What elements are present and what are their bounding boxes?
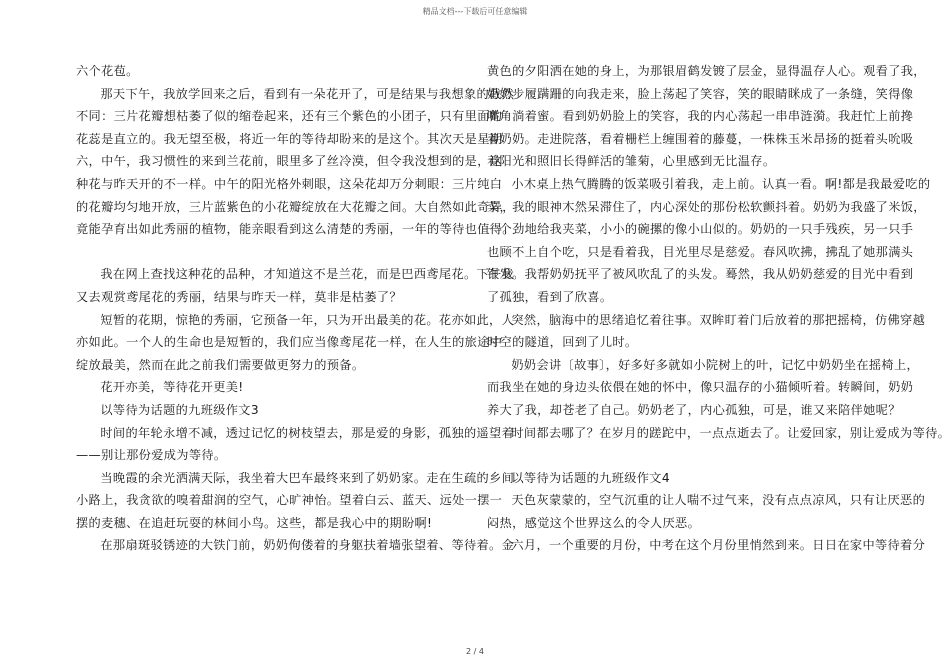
text-line: 小路上，我贪欲的嗅着甜润的空气，心旷神怡。望着白云、蓝天、远处一摆一 xyxy=(76,493,503,508)
text-line: 而我坐在她的身边头依偎在她的怀中，像只温存的小猫倾听着。转瞬间，奶奶 xyxy=(487,380,914,395)
text-line: 以等待为话题的九班级作文4 xyxy=(511,470,670,485)
text-line: 奶奶会讲〔故事〕，好多好多就如小院树上的叶，记忆中奶奶坐在摇椅上， xyxy=(511,357,920,372)
text-line: 种花与昨天开的不一样。中午的阳光格外刺眼，这朵花却万分刺眼：三片纯白 xyxy=(76,176,503,191)
text-line: 摆的麦穗、在追赶玩耍的林间小鸟。这些，都是我心中的期盼啊! xyxy=(76,515,433,530)
text-line: 了孤独，看到了欣喜。 xyxy=(487,289,613,304)
text-line: 时间都去哪了？在岁月的蹉跎中，一点点逝去了。让爱回家，别让爱成为等待。 xyxy=(511,425,950,440)
text-line: 在那扇斑驳锈迹的大铁门前，奶奶佝偻着的身躯扶着墙张望着、等待着。金 xyxy=(100,538,515,553)
text-line: 那天下午，我放学回来之后，看到有一朵花开了，可是结果与我想象的截然 xyxy=(100,86,515,101)
text-line: 时间的年轮永增不减，透过记忆的树枝望去，那是爱的身影，孤独的遥望着 xyxy=(100,425,515,440)
text-line: 银发。我帮奶奶抚平了被风吹乱了的头发。蓦然，我从奶奶慈爱的目光中看到 xyxy=(487,267,914,282)
text-line: 奶奶步履蹒跚的向我走来，脸上荡起了笑容，笑的眼睛眯成了一条缝，笑得像 xyxy=(487,86,914,101)
text-line: 小木桌上热气腾腾的饭菜吸引着我，走上前。认真一看。啊!都是我最爱吃的 xyxy=(511,176,931,191)
text-line: 突然，脑海中的思绪追忆着往事。双眸盯着门后放着的那把摇椅，仿佛穿越 xyxy=(511,312,926,327)
page-header: 精品文档---下载后可任意编辑 xyxy=(422,7,528,16)
text-line: 当晚霞的余光洒满天际，我坐着大巴车最终来到了奶奶家。走在生疏的乡间 xyxy=(100,470,515,485)
text-line: 一个劲地给我夹菜，小小的碗摞的像小山似的。奶奶的一只手残疾，另一只手 xyxy=(487,222,914,237)
text-line: 也顾不上自个吃，只是看着我，目光里尽是慈爱。春风吹拂，拂乱了她那满头 xyxy=(487,244,914,259)
right-text-column xyxy=(487,60,950,557)
text-line: 养大了我，却苍老了自己。奶奶老了，内心孤独，可是，谁又来陪伴她呢？ xyxy=(487,402,901,417)
text-line: 菜，我的眼神木然呆滞住了，内心深处的那份松软颤抖着。奶奶为我盛了米饭， xyxy=(487,199,926,214)
text-line: 六，中午，我习惯性的来到兰花前，眼里多了丝冷漠，但令我没想到的是，这 xyxy=(76,154,503,169)
text-line: 黄色的夕阳洒在她的身上，为那银眉鹤发镀了层金，显得温存人心。观看了我， xyxy=(487,64,926,78)
text-line: 以等待为话题的九班级作文3 xyxy=(100,402,259,417)
text-line: 短暂的花期，惊艳的秀丽，它预备一年，只为开出最美的花。花亦如此，人 xyxy=(100,312,515,327)
text-line: 闷热，感觉这个世界这么的令人厌恶。 xyxy=(487,515,701,530)
text-line: 花开亦美，等待花开更美! xyxy=(100,380,244,395)
text-line: ——别让那份爱成为等待。 xyxy=(76,448,227,463)
text-line: 嘴角淌着蜜。看到奶奶脸上的笑容，我的内心荡起一串串涟漪。我赶忙上前搀 xyxy=(487,109,914,124)
text-line: 的花瓣均匀地开放，三片蓝紫色的小花瓣绽放在大花瓣之间。大自然如此奇异， xyxy=(76,199,515,214)
page-number: 2 / 4 xyxy=(466,647,484,656)
text-line: 天色灰蒙蒙的，空气沉重的让人喘不过气来，没有点点凉风，只有让厌恶的 xyxy=(511,493,926,508)
text-line: 六月，一个重要的月份，中考在这个月份里悄然到来。日日在家中等待着分 xyxy=(511,538,926,553)
text-line: 我在网上查找这种花的品种，才知道这不是兰花，而是巴西鸢尾花。下午我 xyxy=(100,267,515,282)
text-line: 绽放最美，然而在此之前我们需要做更努力的预备。 xyxy=(76,357,365,372)
left-text-column xyxy=(76,60,515,557)
text-line: 时空的隧道，回到了儿时。 xyxy=(487,335,638,350)
text-line: 着阳光和照旧长得鲜活的雏菊，心里感到无比温存。 xyxy=(487,154,776,169)
paragraph-gap xyxy=(487,444,873,467)
text-line: 亦如此。一个人的生命也是短暂的，我们应当像鸢尾花一样，在人生的旅途中 xyxy=(76,335,503,350)
text-line: 竟能孕育出如此秀丽的植物，能亲眼看到这么清楚的秀丽，一年的等待也值得。 xyxy=(76,222,515,237)
text-line: 又去观赏鸢尾花的秀丽，结果与昨天一样，莫非是枯萎了？ xyxy=(76,289,402,304)
text-line: 不同：三片花瓣想枯萎了似的缩卷起来，还有三个紫色的小团子，只有里面的 xyxy=(76,109,503,124)
text-line: 着奶奶。走进院落，看着栅栏上缠围着的藤蔓，一株株玉米昂扬的挺着头吮吸 xyxy=(487,131,914,146)
text-line: 六个花苞。 xyxy=(76,64,139,78)
text-line: 花蕊是直立的。我无望至极，将近一年的等待却盼来的是这个。其次天是星期 xyxy=(76,131,503,146)
paragraph-gap xyxy=(76,241,462,264)
